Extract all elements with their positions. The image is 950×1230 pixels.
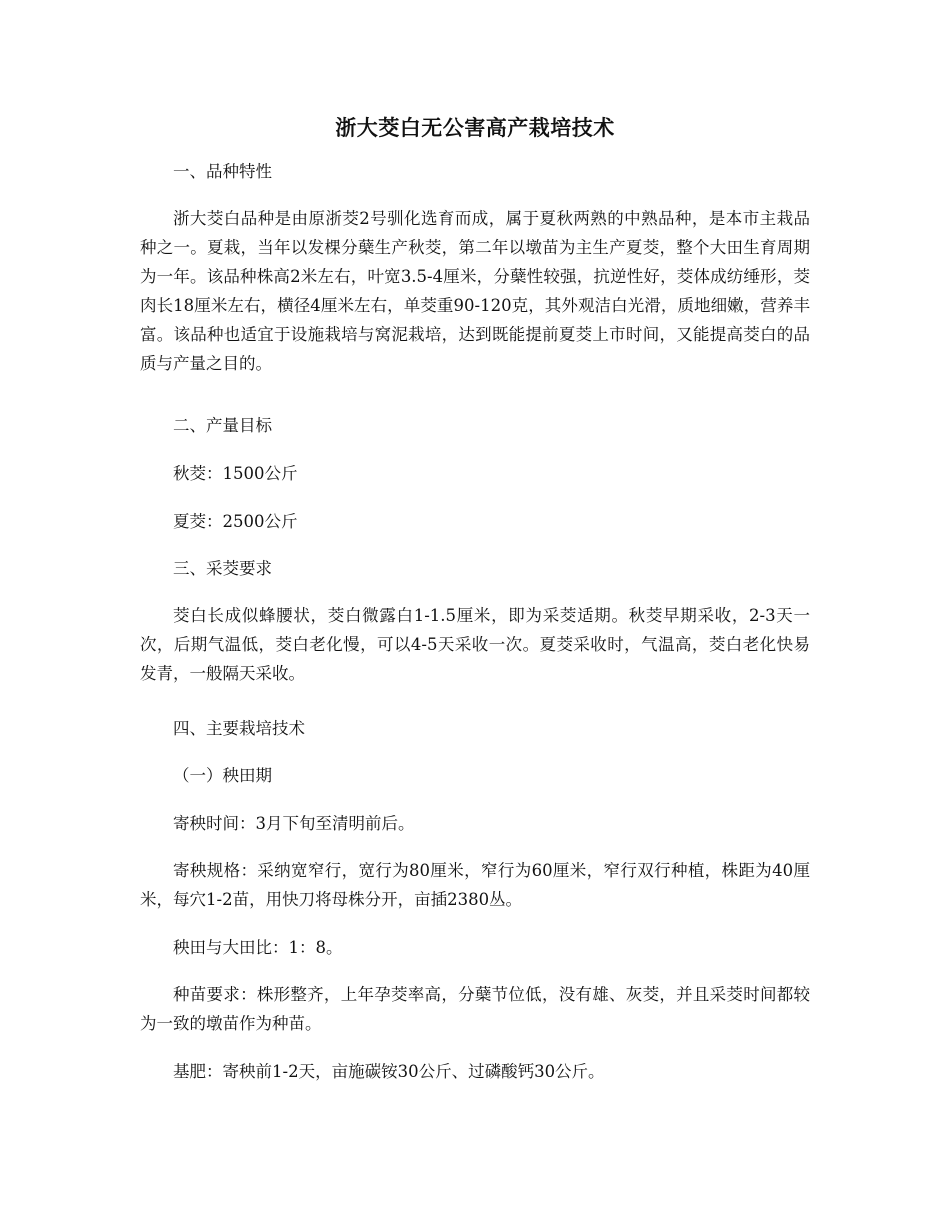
paragraph-nursery-spec: 寄秧规格：采纳宽窄行，宽行为80厘米，窄行为60厘米，窄行双行种植，株距为40厘米，每穴1-2苗，用快刀将母株分开，亩插2380丛。 [140,861,810,909]
nursery-base-fertilizer: 基肥：寄秧前1-2天，亩施碳铵30公斤、过磷酸钙30公斤。 [173,1062,605,1081]
section-heading-yield: 二、产量目标 [173,416,272,435]
paragraph-variety: 浙大茭白品种是由原浙茭2号驯化选育而成，属于夏秋两熟的中熟品种，是本市主栽品种之一。夏栽，当年以发棵分蘖生产秋茭，第二年以墩苗为主生产夏茭，整个大田生育周期为一年。该品种株高2米左右，叶宽3.5-4厘米，分蘖性较强，抗逆性好，茭体成纺缍形，茭肉长18厘米左右，横径4厘米左右，单茭重90-120克，其外观洁白光滑，质地细嫩，营养丰富。该品种也适宜于设施栽培与窝泥栽培，达到既能提前夏茭上市时间，又能提高茭白的品质与产量之目的。 [140,209,810,373]
yield-autumn: 秋茭：1500公斤 [173,464,298,483]
section-heading-harvest: 三、采茭要求 [173,559,272,578]
section-heading-variety: 一、品种特性 [173,162,272,181]
section-heading-cultivation: 四、主要栽培技术 [173,719,305,738]
yield-summer: 夏茭：2500公斤 [173,512,298,531]
paragraph-harvest: 茭白长成似蜂腰状，茭白微露白1-1.5厘米，即为采茭适期。秋茭早期采收，2-3天一次，后期气温低，茭白老化慢，可以4-5天采收一次。夏茭采收时，气温高，茭白老化快易发青，一般隔天采收。 [140,606,810,683]
subsection-heading-nursery: （一）秧田期 [173,766,272,785]
nursery-ratio: 秧田与大田比：1：8。 [173,938,343,957]
document-title: 浙大茭白无公害高产栽培技术 [335,115,615,140]
nursery-time: 寄秧时间：3月下旬至清明前后。 [173,814,415,833]
paragraph-seedling-requirements: 种苗要求：株形整齐，上年孕茭率高，分蘖节位低，没有雄、灰茭，并且采茭时间都较为一致的墩苗作为种苗。 [140,985,810,1033]
